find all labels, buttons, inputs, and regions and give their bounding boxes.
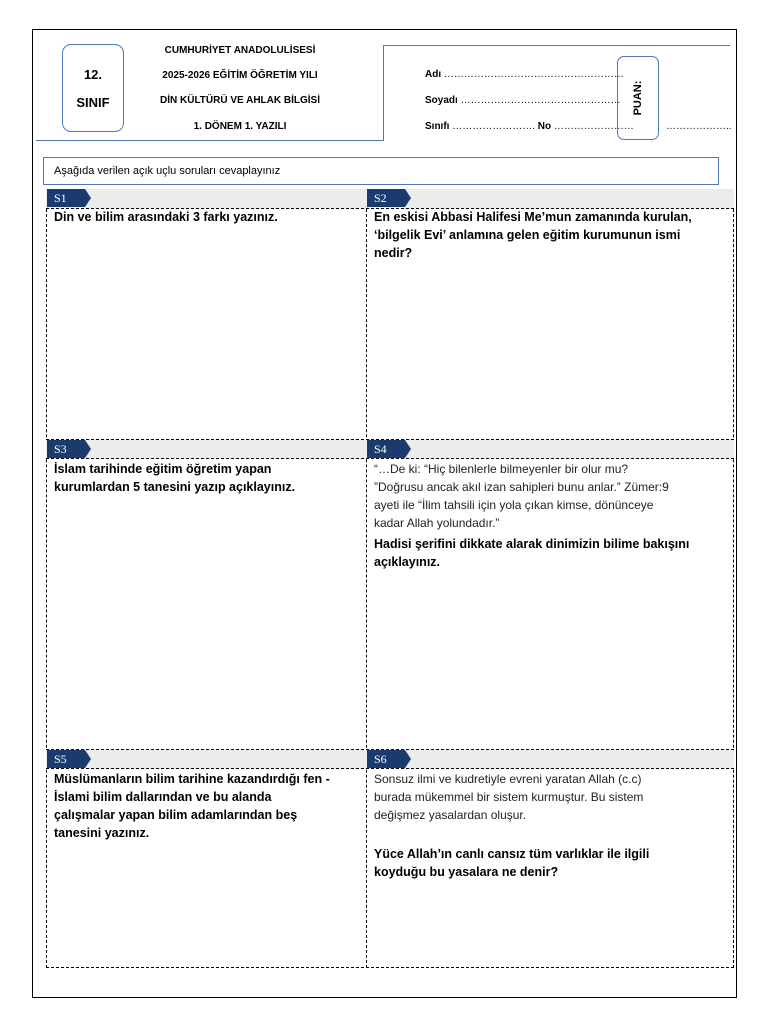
score-box xyxy=(617,56,659,140)
score-label: PUAN: xyxy=(632,80,644,116)
question-tag-s4: S4 xyxy=(367,440,405,458)
grade-label: SINIF xyxy=(76,95,110,110)
question-tag-s1: S1 xyxy=(47,189,85,207)
name-field[interactable]: Adı ……………………………………………… xyxy=(425,69,624,80)
question-s1: Din ve bilim arasındaki 3 farkı yazınız. xyxy=(54,210,278,224)
question-s2: En eskisi Abbasi Halifesi Me’mun zamanında kurulan, ‘bilgelik Evi’ anlamına gelen eğitim kurumunun ismi nedir? xyxy=(374,210,692,260)
question-s6: Yüce Allah’ın canlı cansız tüm varlıklar ile ilgili koyduğu bu yasalara ne denir? xyxy=(374,847,650,879)
student-panel-top xyxy=(383,45,730,46)
grid-divider xyxy=(366,189,367,968)
header-divider xyxy=(36,140,384,141)
exam-title: 1. DÖNEM 1. YAZILI xyxy=(193,121,287,132)
academic-year: 2025-2026 EĞİTİM ÖĞRETİM YILI xyxy=(162,70,318,81)
question-tag-s3: S3 xyxy=(47,440,85,458)
grade-box xyxy=(62,44,124,132)
score-field[interactable]: ……………….. xyxy=(666,121,732,132)
question-tag-s5: S5 xyxy=(47,750,85,768)
course-name: DİN KÜLTÜRÜ VE AHLAK BİLGİSİ xyxy=(160,95,320,106)
instructions: Aşağıda verilen açık uçlu soruları cevaplayınız xyxy=(43,157,719,185)
grade-number: 12. xyxy=(83,67,103,82)
student-panel-border xyxy=(383,45,384,141)
question-s3: İslam tarihinde eğitim öğretim yapan kurumlardan 5 tanesini yazıp açıklayınız. xyxy=(54,462,296,494)
class-number-field[interactable]: Sınıfı ……………………. No …………………… xyxy=(425,121,634,132)
question-s4: Hadisi şerifini dikkate alarak dinimizin bilime bakışını açıklayınız. xyxy=(374,537,690,569)
question-s5: Müslümanların bilim tarihine kazandırdığı fen - İslami bilim dallarından ve bu alanda çalışmalar yapan bilim adamlarından beş tanesini yazınız. xyxy=(54,772,330,840)
surname-field[interactable]: Soyadı ………………………………………… xyxy=(425,95,621,106)
question-s4-quote: “…De ki: “Hiç bilenlerle bilmeyenler bir olur mu? ”Doğrusu ancak akıl izan sahipleri bunu anlar.” Zümer:9 ayeti ile “İlim tahsili için yola çıkan kimse, dönünceye kadar Allah yolundadır.” xyxy=(374,462,669,530)
school-name: CUMHURİYET ANADOLULİSESİ xyxy=(164,45,316,56)
question-tag-s6: S6 xyxy=(367,750,405,768)
question-s6-intro: Sonsuz ilmi ve kudretiyle evreni yaratan Allah (c.c) burada mükemmel bir sistem kurmuştur. Bu sistem değişmez yasalardan oluşur. xyxy=(374,772,644,822)
question-tag-s2: S2 xyxy=(367,189,405,207)
